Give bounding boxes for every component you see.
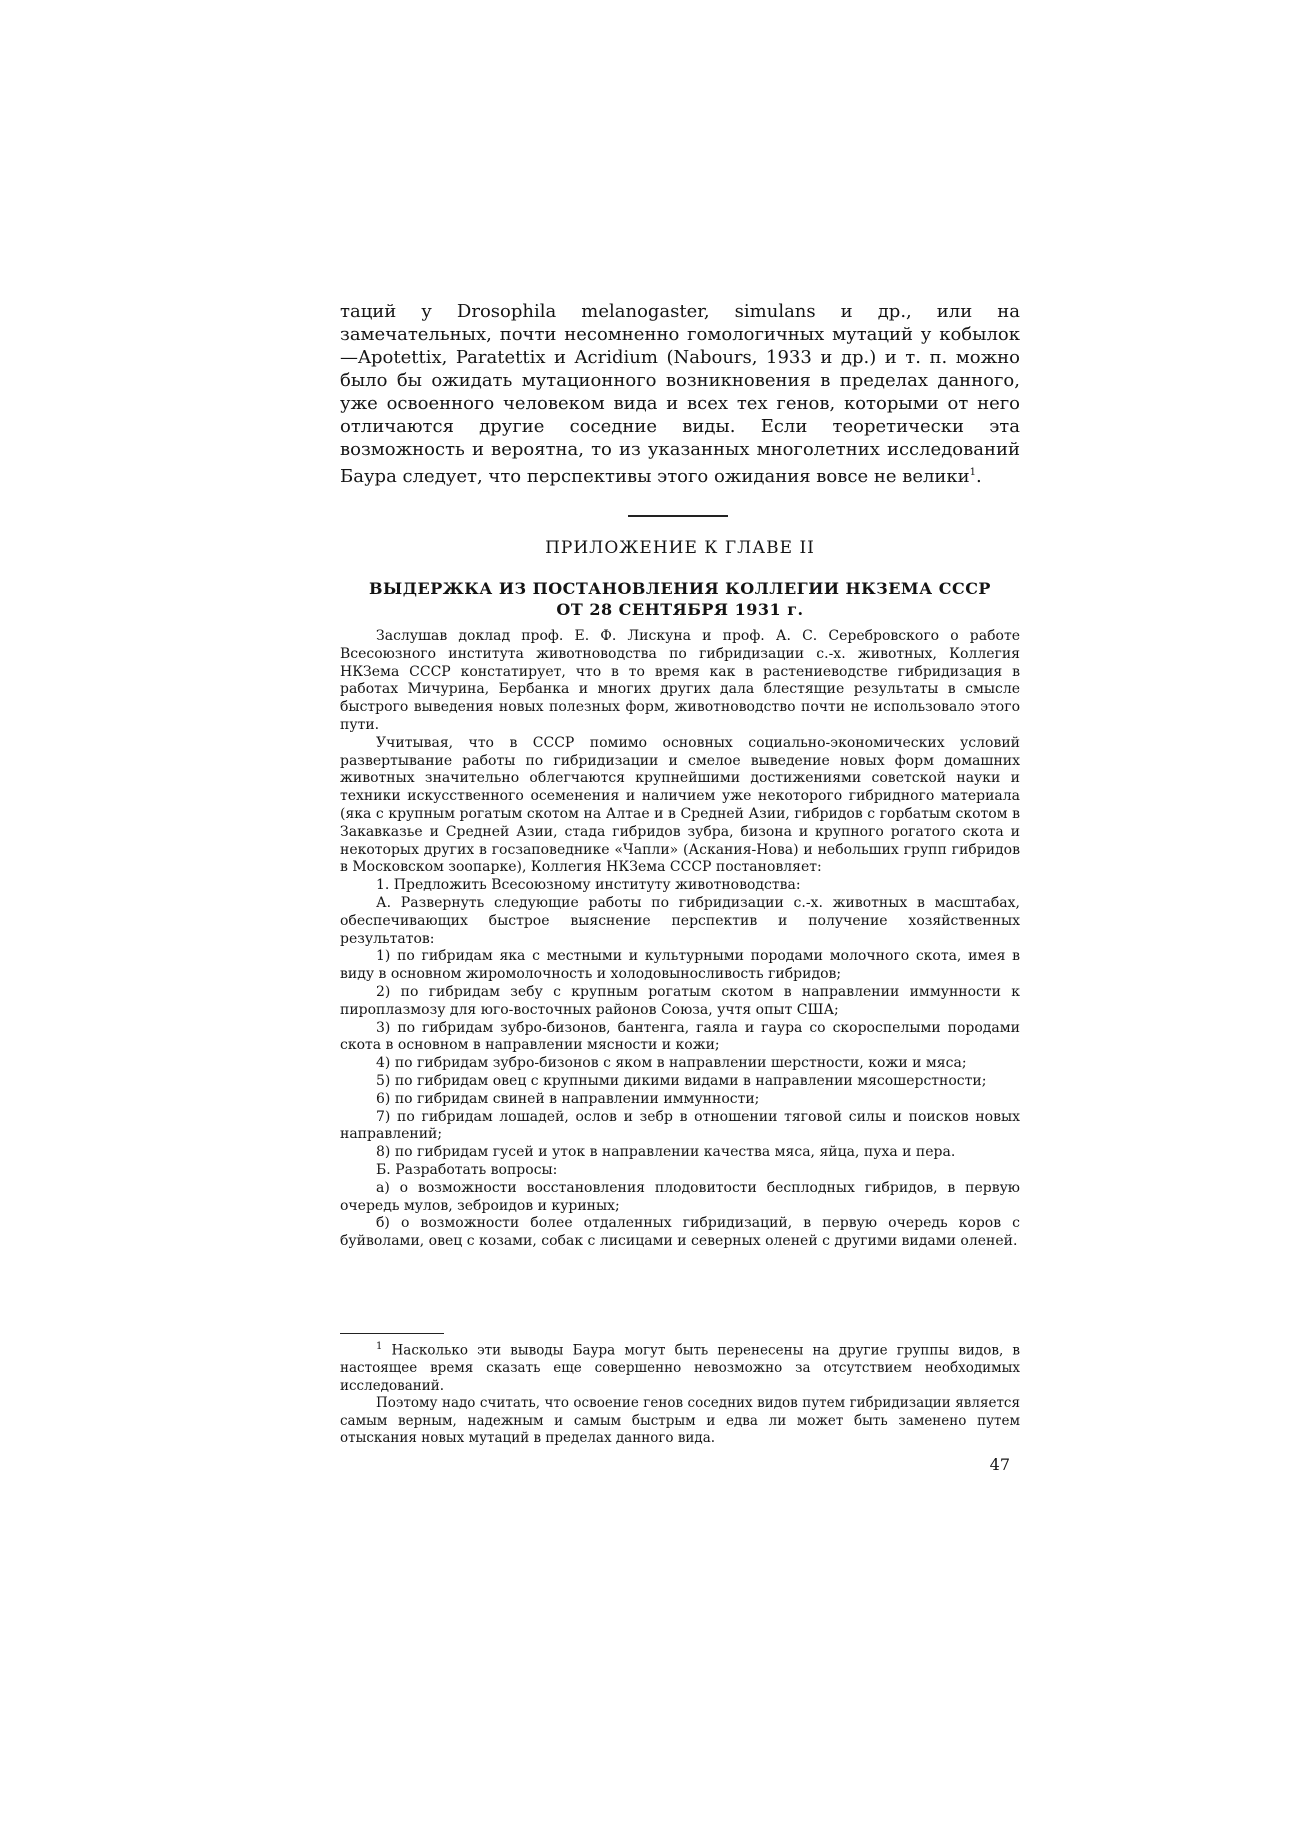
resolution-item-1: 1. Предложить Всесоюзному институту животноводства: [376, 877, 801, 894]
footnote-mark: 1 [376, 1341, 383, 1352]
resolution-item-a: А. Развернуть следующие работы по гибридизации с.-х. животных в масштабах, обеспечивающих быстрое выяснение перспектив и получение хозяйственных результатов: [340, 894, 1020, 947]
resolution-subitem-a4: 4) по гибридам зубро-бизонов с яком в направлении шерстности, кожи и мяса; [376, 1055, 967, 1072]
resolution-subitem-a8: 8) по гибридам гусей и уток в направлении качества мяса, яйца, пуха и пера. [376, 1144, 956, 1161]
section-divider [628, 515, 728, 517]
intro-paragraph: таций у Drosophila melanogaster, simulans и др., или на замечательных, почти несомненно гомологичных мутаций у кобылок—Apotettix, Paratettix и Acridium (Nabours, 1933 и др.) и т. п. можно было бы ожидать мутационного возникновения в пределах данного, уже освоенного человеком вида и всех тех генов, которыми от него отличаются другие соседние виды. Если теоретически эта возможность и вероятна, то из указанных многолетних исследований Баура следует, что перспективы этого ожидания вовсе не велики$^1$. [340, 301, 1020, 487]
footnote-paragraph-2: Поэтому надо считать, что освоение генов соседних видов путем гибридизации является самым верным, надежным и самым быстрым и едва ли может быть заменено путем отыскания новых мутаций в пределах данного вида. [340, 1395, 1020, 1446]
resolution-subitem-bb: б) о возможности более отдаленных гибридизаций, в первую очередь коров с буйволами, овец с козами, собак с лисицами и северных оленей с другими видами оленей. [340, 1215, 1020, 1250]
resolution-subitem-a6: 6) по гибридам свиней в направлении иммунности; [376, 1090, 760, 1107]
footnote-text-1: Насколько эти выводы Баура могут быть перенесены на другие группы видов, в настоящее время сказать еще совершенно невозможно за отсутствием необходимых исследований. [340, 1342, 1020, 1394]
resolution-subitem-a3: 3) по гибридам зубро-бизонов, бантенга, гаяла и гаура со скороспелыми породами скота в основном в направлении мясности и кожи; [340, 1019, 1020, 1054]
page-number: 47 [989, 1455, 1010, 1474]
footnote-reference: 1 [969, 467, 977, 478]
resolution-item-b: Б. Разработать вопросы: [376, 1161, 558, 1178]
intro-text: таций у Drosophila melanogaster, simulans и др., или на замечательных, почти несомненно гомологичных мутаций у кобылок—Apotettix, Paratettix и Acridium (Nabours, 1933 и др.) и т. п. можно было бы ожидать мутационного возникновения в пределах данного, уже освоенного человеком вида и всех тех генов, которыми от него отличаются другие соседние виды. Если теоретически эта возможность и вероятна, то из указанных многолетних исследований Баура следует, что перспективы этого ожидания вовсе не велики [340, 301, 1020, 487]
resolution-body [340, 628, 1020, 1251]
resolution-title-line-1: ВЫДЕРЖКА ИЗ ПОСТАНОВЛЕНИЯ КОЛЛЕГИИ НКЗЕМА СССР [369, 579, 991, 598]
resolution-title-line-2: ОТ 28 СЕНТЯБРЯ 1931 г. [556, 600, 804, 619]
resolution-subitem-a2: 2) по гибридам зебу с крупным рогатым скотом в направлении иммунности к пироплазмозу для юго-восточных районов Союза, учтя опыт США; [340, 983, 1020, 1018]
resolution-subitem-ba: а) о возможности восстановления плодовитости бесплодных гибридов, в первую очередь мулов, зеброидов и куриных; [340, 1179, 1020, 1214]
resolution-subitem-a7: 7) по гибридам лошадей, ослов и зебр в отношении тяговой силы и поисков новых направлений; [340, 1108, 1020, 1143]
resolution-subitem-a1: 1) по гибридам яка с местными и культурными породами молочного скота, имея в виду в основном жиромолочность и холодовыносливость гибридов; [340, 948, 1020, 983]
resolution-title [340, 578, 1020, 620]
footnote [340, 1338, 1020, 1448]
resolution-paragraph-2: Учитывая, что в СССР помимо основных социально-экономических условий развертывание работы по гибридизации и смелое выведение новых форм домашних животных значительно облегчаются крупнейшими достижениями советской науки и техники искусственного осеменения и наличием уже некоторого гибридного материала (яка с крупным рогатым скотом на Алтае и в Средней Азии, гибридов с горбатым скотом в Закавказье и Средней Азии, стада гибридов зубра, бизона и крупного рогатого скота и некоторых других в госзаповеднике «Чапли» (Аскания-Нова) и небольших групп гибридов в Московском зоопарке), Коллегия НКЗема СССР постановляет: [340, 734, 1020, 876]
footnote-rule [340, 1333, 444, 1334]
resolution-paragraph-1: Заслушав доклад проф. Е. Ф. Лискуна и проф. А. С. Серебровского о работе Всесоюзного института животноводства по гибридизации с.-х. животных, Коллегия НКЗема СССР констатирует, что в то время как в растениеводстве гибридизация в работах Мичурина, Бербанка и многих других дала блестящие результаты в смысле быстрого выведения новых полезных форм, животноводство почти не использовало этого пути. [340, 628, 1020, 733]
footnote-paragraph-1 [340, 1338, 1020, 1395]
appendix-heading: ПРИЛОЖЕНИЕ К ГЛАВЕ II [545, 538, 815, 558]
resolution-subitem-a5: 5) по гибридам овец с крупными дикими видами в направлении мясошерстности; [376, 1072, 987, 1089]
